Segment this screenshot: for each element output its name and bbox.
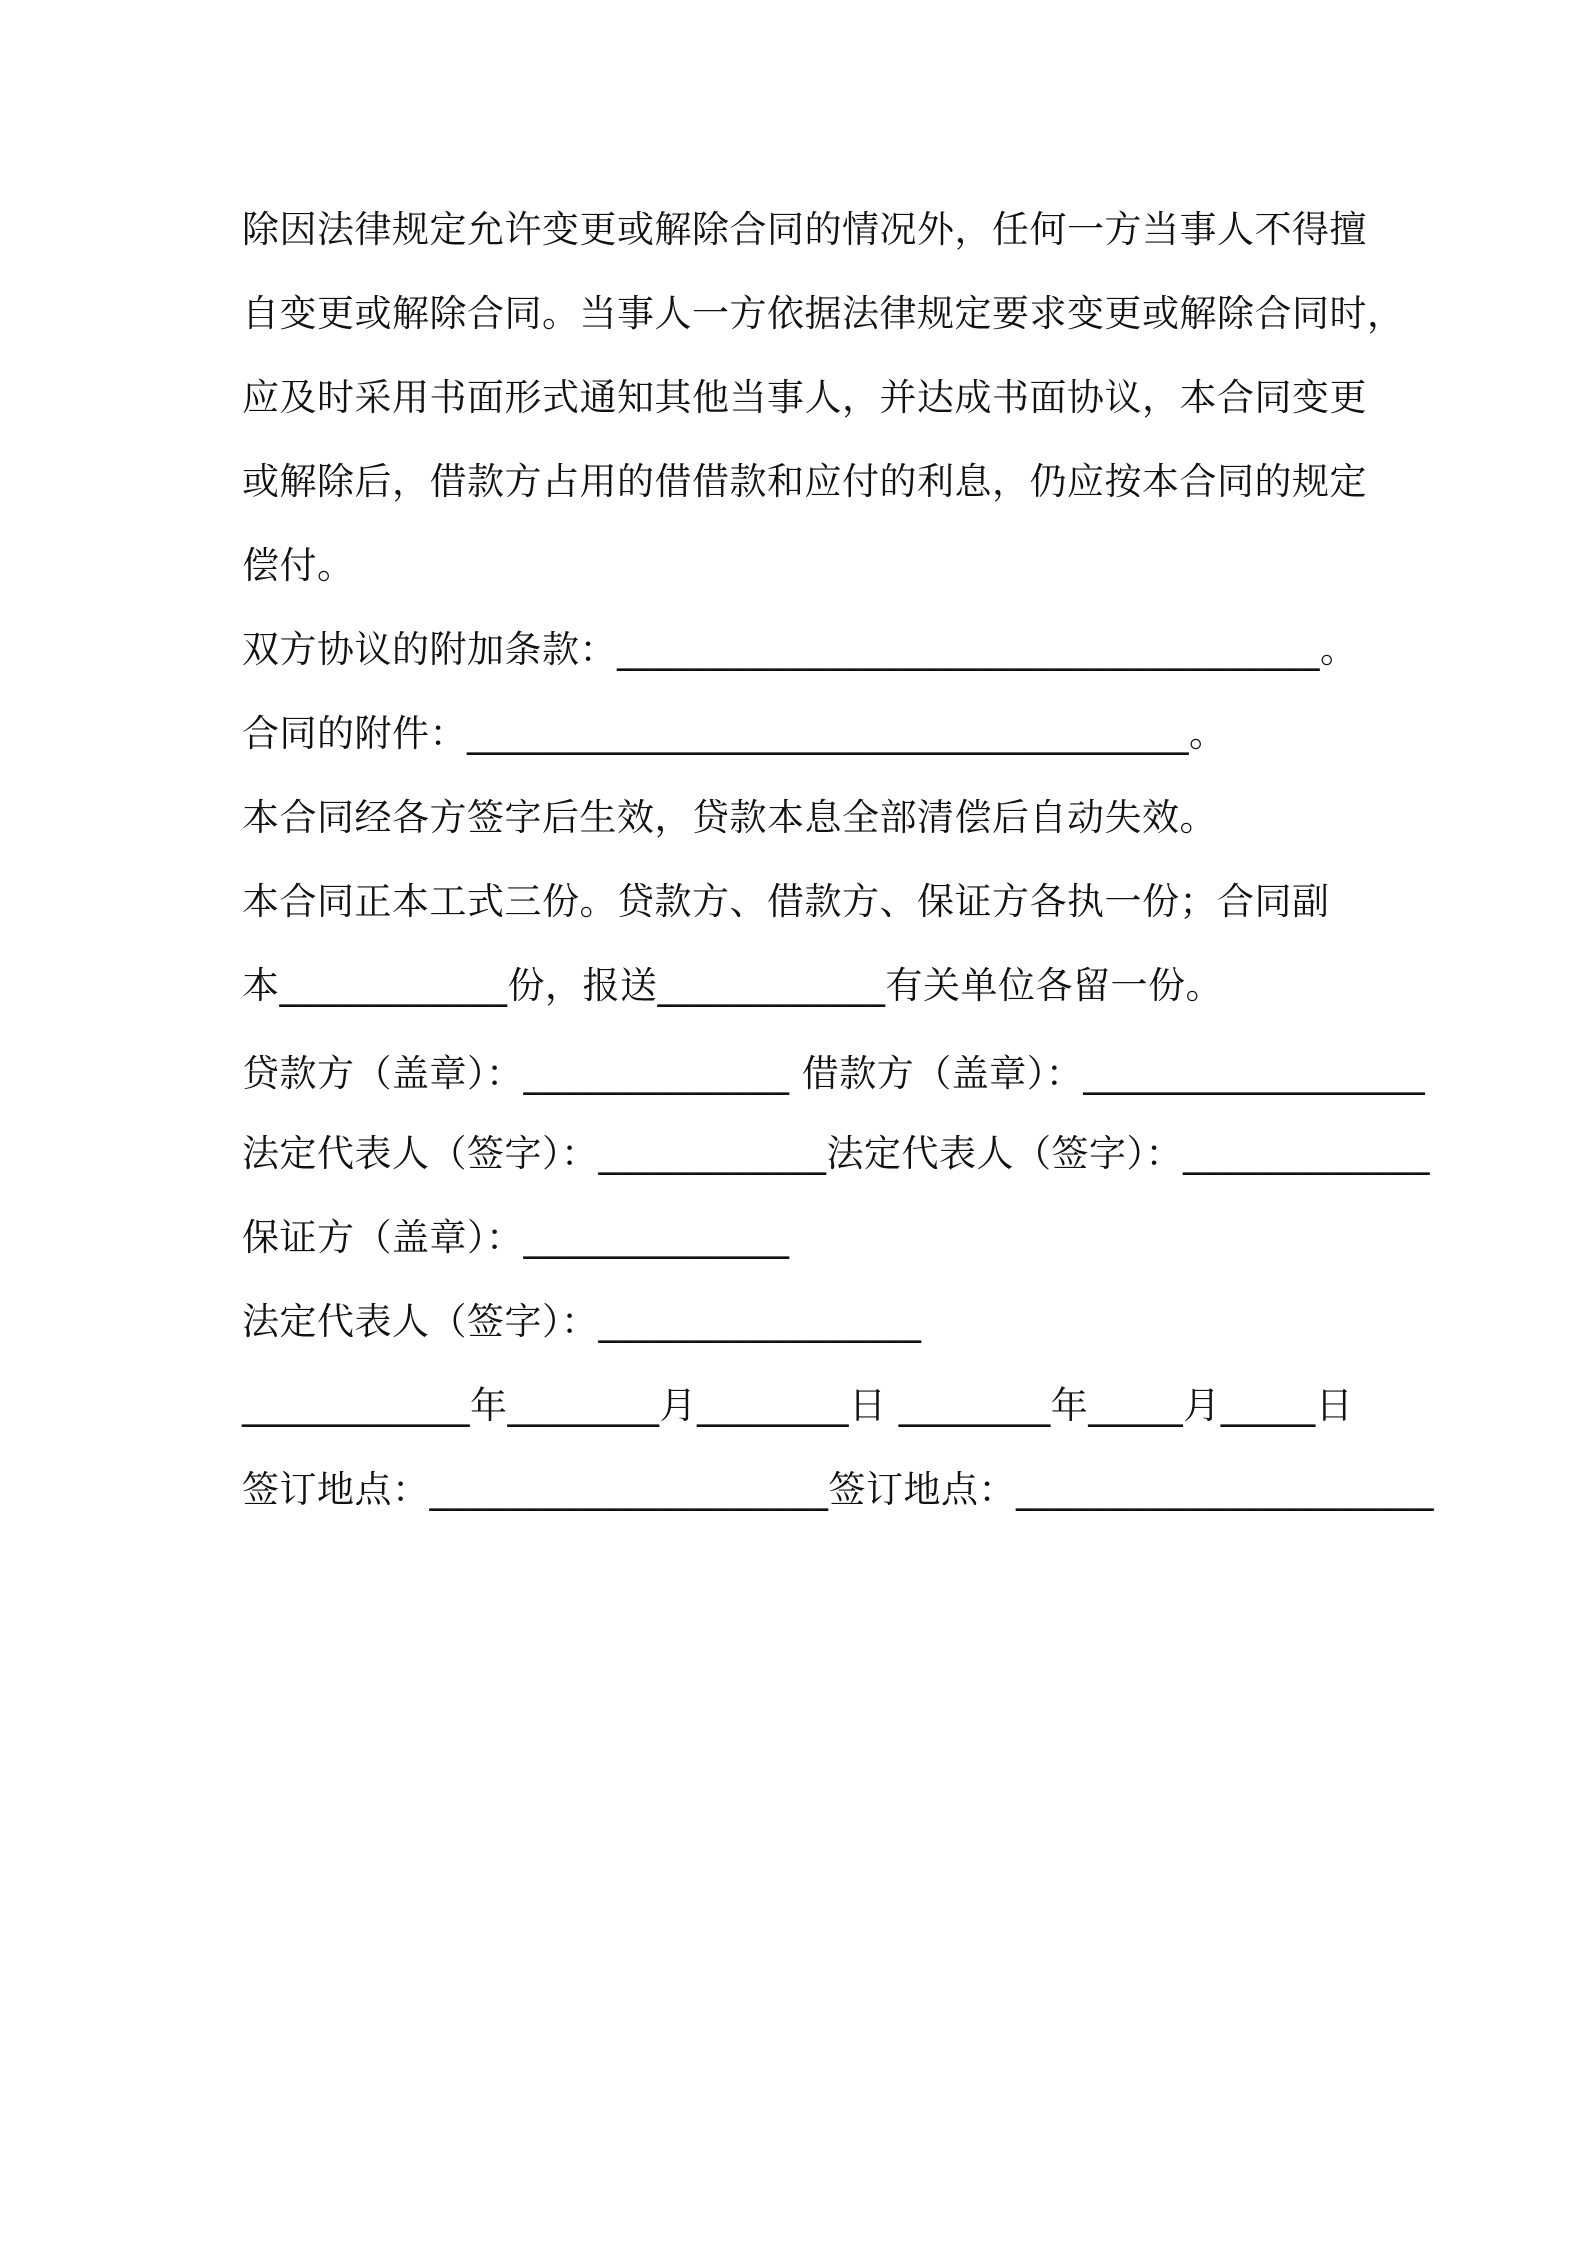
paragraph-line-1: 除因法律规定允许变更或解除合同的情况外，任何一方当事人不得擅 [242,208,1367,251]
additional-terms-line: 双方协议的附加条款：_____________________________________。 [242,628,1358,671]
paragraph-line-3: 应及时采用书面形式通知其他当事人，并达成书面协议，本合同变更 [242,376,1367,419]
copies-line-2: 本____________份，报送____________有关单位各留一份。 [242,964,1223,1007]
legal-representatives-line: 法定代表人（签字）：____________法定代表人（签字）：_____________ [242,1132,1430,1175]
dates-line: ____________年________月________日 ________年_____月_____日 [242,1384,1354,1427]
attachments-line: 合同的附件：______________________________________。 [242,712,1227,755]
paragraph-line-2: 自变更或解除合同。当事人一方依据法律规定要求变更或解除合同时， [242,292,1405,335]
guarantor-representative-line: 法定代表人（签字）：_________________ [242,1300,922,1343]
guarantor-seal-line: 保证方（盖章）：______________ [242,1216,790,1259]
copies-line-1: 本合同正本工式三份。贷款方、借款方、保证方各执一份；合同副 [242,880,1330,923]
signing-places-line: 签订地点：_____________________签订地点：______________________ [242,1468,1434,1511]
paragraph-line-4: 或解除后，借款方占用的借借款和应付的利息，仍应按本合同的规定 [242,460,1367,503]
paragraph-line-5: 偿付。 [242,544,355,587]
lender-borrower-seal-line: 贷款方（盖章）：______________ 借款方（盖章）：__________________ [242,1052,1426,1095]
effect-line: 本合同经各方签字后生效，贷款本息全部清偿后自动失效。 [242,796,1217,839]
